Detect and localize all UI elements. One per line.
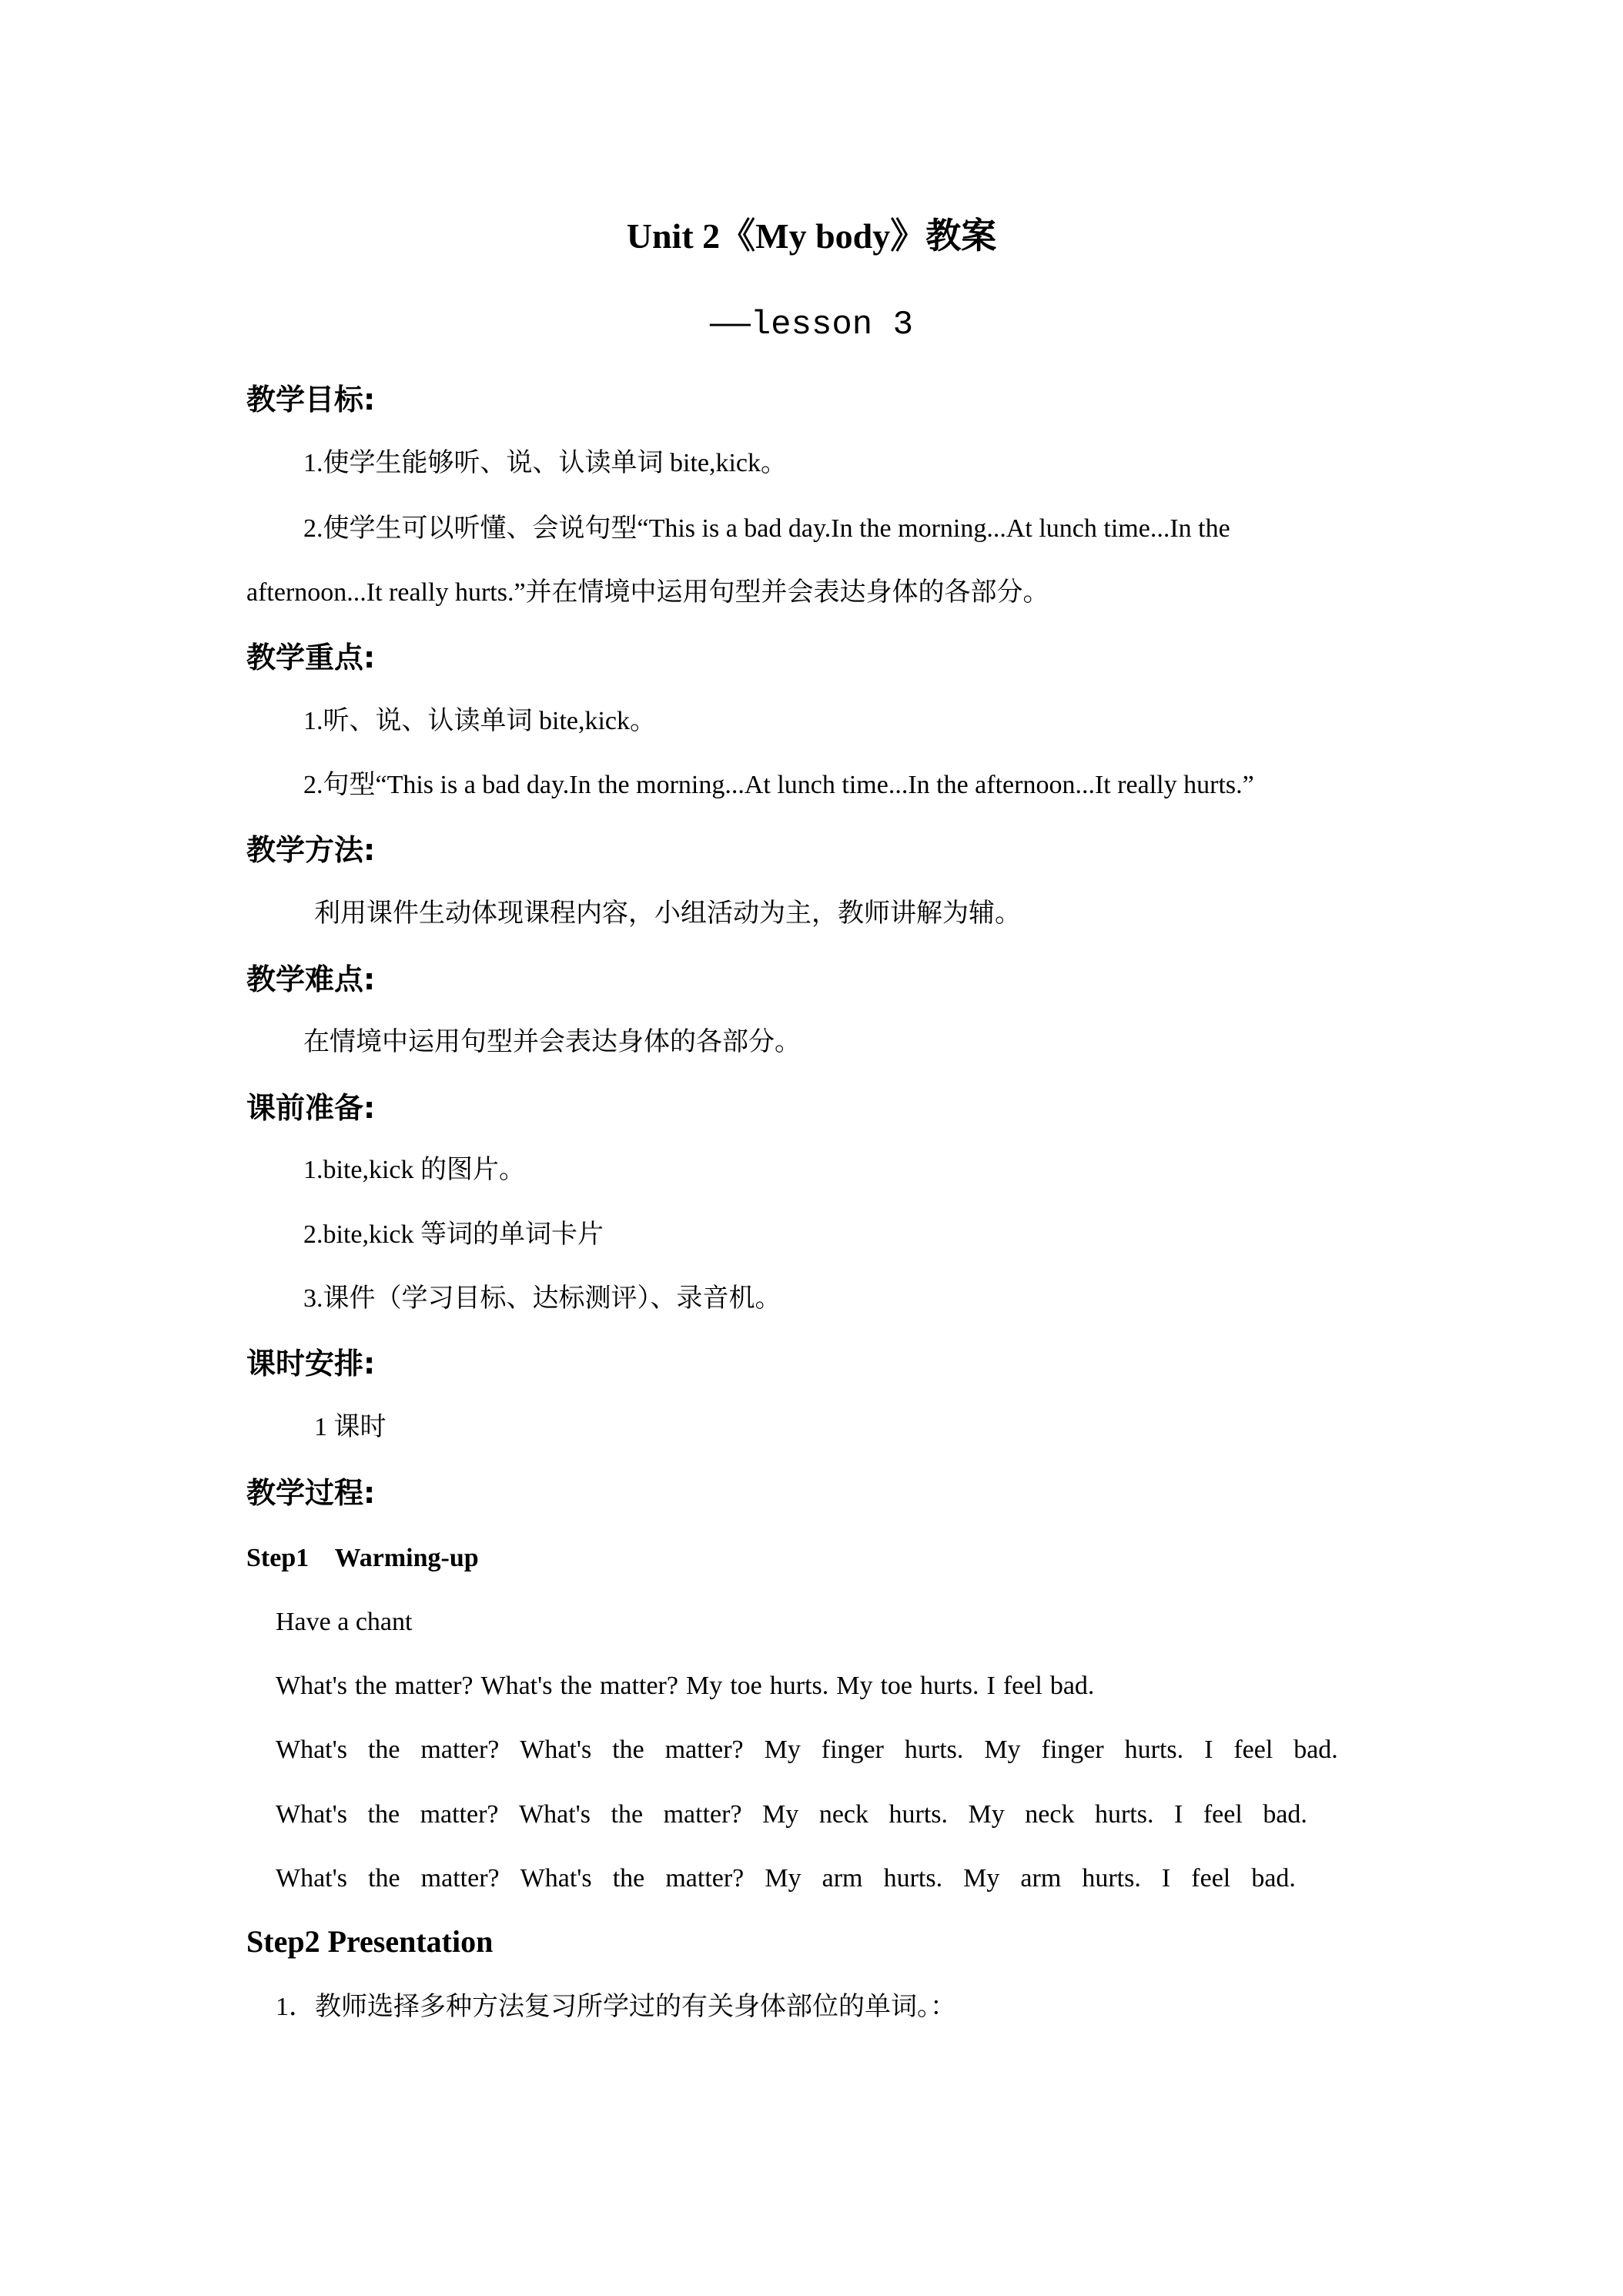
- chant-word: I: [1161, 1864, 1171, 1893]
- chant-word: hurts.: [920, 1672, 979, 1700]
- methods-heading: 教学方法:: [246, 833, 376, 867]
- chant-word: My: [762, 1800, 799, 1829]
- chant-word: the: [560, 1672, 593, 1700]
- chant-word: I: [986, 1672, 996, 1700]
- step1-intro: Have a chant: [276, 1608, 413, 1636]
- preparation-heading: 课前准备:: [246, 1091, 376, 1125]
- process-heading: 教学过程:: [246, 1476, 376, 1510]
- objectives-item-1: 1.使学生能够听、说、认读单词 bite,kick。: [303, 449, 788, 477]
- step2-heading: Step2 Presentation: [246, 1924, 494, 1959]
- chant-word: neck: [818, 1800, 868, 1829]
- preparation-item-3: 3.课件（学习目标、达标测评）、录音机。: [303, 1284, 781, 1313]
- chant-word: the: [611, 1800, 644, 1829]
- chant-word: hurts.: [1082, 1864, 1141, 1893]
- step2-item-1: 1．教师选择多种方法复习所学过的有关身体部位的单词。：: [276, 1993, 956, 2021]
- preparation-item-1: 1.bite,kick 的图片。: [303, 1156, 526, 1184]
- chant-word: arm: [1020, 1864, 1062, 1893]
- chant-word: hurts.: [904, 1735, 964, 1764]
- chant-word: hurts.: [888, 1800, 949, 1829]
- chant-word: I: [1174, 1800, 1183, 1829]
- step1-heading: Step1 Warming-up: [246, 1544, 479, 1572]
- chant-word: feel: [1002, 1672, 1042, 1700]
- objectives-item-2-line-2: afternoon...It really hurts.”并在情境中运用句型并会表达身体的各部分。: [246, 578, 1049, 607]
- objectives-heading: 教学目标:: [246, 383, 376, 417]
- key-points-heading: 教学重点:: [246, 641, 376, 674]
- objectives-item-2-line-1: 2.使学生可以听懂、会说句型“This is a bad day.In the morning...At lunch time...In the: [303, 514, 1230, 543]
- chant-word: hurts.: [1124, 1735, 1184, 1764]
- chant-word: the: [612, 1735, 644, 1764]
- chant-word: arm: [822, 1864, 863, 1893]
- chant-word: toe: [730, 1672, 762, 1700]
- chant-word: feel: [1203, 1800, 1243, 1829]
- schedule-text: 1 课时: [314, 1413, 387, 1441]
- schedule-heading: 课时安排:: [246, 1347, 376, 1381]
- chant-word: the: [612, 1864, 645, 1893]
- chant-word: What's: [520, 1735, 592, 1764]
- chant-word: I: [1204, 1735, 1213, 1764]
- chant-word: feel: [1233, 1735, 1273, 1764]
- chant-word: bad.: [1263, 1800, 1307, 1829]
- chant-word: What's: [276, 1735, 347, 1764]
- preparation-item-2: 2.bite,kick 等词的单词卡片: [303, 1220, 604, 1249]
- chant-line-2: [276, 1737, 1338, 1763]
- chant-word: My: [968, 1800, 1005, 1829]
- chant-word: My: [963, 1864, 1000, 1893]
- chant-word: the: [367, 1735, 400, 1764]
- chant-word: neck: [1025, 1800, 1075, 1829]
- chant-word: My: [984, 1735, 1021, 1764]
- key-points-item-2: 2.句型“This is a bad day.In the morning...At lunch time...In the afternoon...It really hurts.”: [303, 771, 1254, 799]
- chant-word: toe: [880, 1672, 913, 1700]
- chant-word: What's: [520, 1864, 592, 1893]
- chant-line-4: [276, 1866, 1296, 1892]
- chant-word: matter?: [663, 1800, 742, 1829]
- chant-word: matter?: [665, 1864, 745, 1893]
- chant-word: My: [685, 1672, 723, 1700]
- chant-word: bad.: [1251, 1864, 1296, 1893]
- difficulties-heading: 教学难点:: [246, 962, 376, 996]
- chant-word: What's: [276, 1800, 347, 1829]
- chant-word: finger: [821, 1735, 884, 1764]
- key-points-item-1: 1.听、说、认读单词 bite,kick。: [303, 707, 657, 735]
- chant-word: matter?: [394, 1672, 474, 1700]
- chant-word: What's: [519, 1800, 591, 1829]
- chant-word: the: [355, 1672, 387, 1700]
- chant-word: What's: [480, 1672, 553, 1700]
- methods-text: 利用课件生动体现课程内容，小组活动为主，教师讲解为辅。: [314, 899, 1021, 928]
- chant-word: matter?: [420, 1735, 500, 1764]
- document-title: Unit 2《My body》教案: [626, 216, 997, 256]
- chant-word: hurts.: [883, 1864, 943, 1893]
- chant-word: the: [368, 1864, 400, 1893]
- difficulties-text: 在情境中运用句型并会表达身体的各部分。: [303, 1028, 801, 1056]
- chant-word: hurts.: [1094, 1800, 1154, 1829]
- document-subtitle: ——lesson 3: [709, 306, 914, 344]
- chant-word: My: [764, 1735, 801, 1764]
- chant-word: matter?: [420, 1800, 499, 1829]
- chant-word: the: [367, 1800, 400, 1829]
- chant-word: bad.: [1049, 1672, 1095, 1700]
- chant-word: bad.: [1293, 1735, 1338, 1764]
- chant-word: matter?: [420, 1864, 500, 1893]
- chant-word: matter?: [600, 1672, 678, 1700]
- chant-word: feel: [1191, 1864, 1231, 1893]
- chant-word: My: [765, 1864, 801, 1893]
- chant-line-1: [276, 1673, 1102, 1699]
- chant-word: What's: [276, 1864, 347, 1893]
- chant-word: hurts.: [769, 1672, 829, 1700]
- chant-word: What's: [276, 1672, 347, 1700]
- chant-word: matter?: [664, 1735, 744, 1764]
- chant-word: My: [836, 1672, 873, 1700]
- chant-line-3: [276, 1802, 1307, 1828]
- chant-word: finger: [1041, 1735, 1104, 1764]
